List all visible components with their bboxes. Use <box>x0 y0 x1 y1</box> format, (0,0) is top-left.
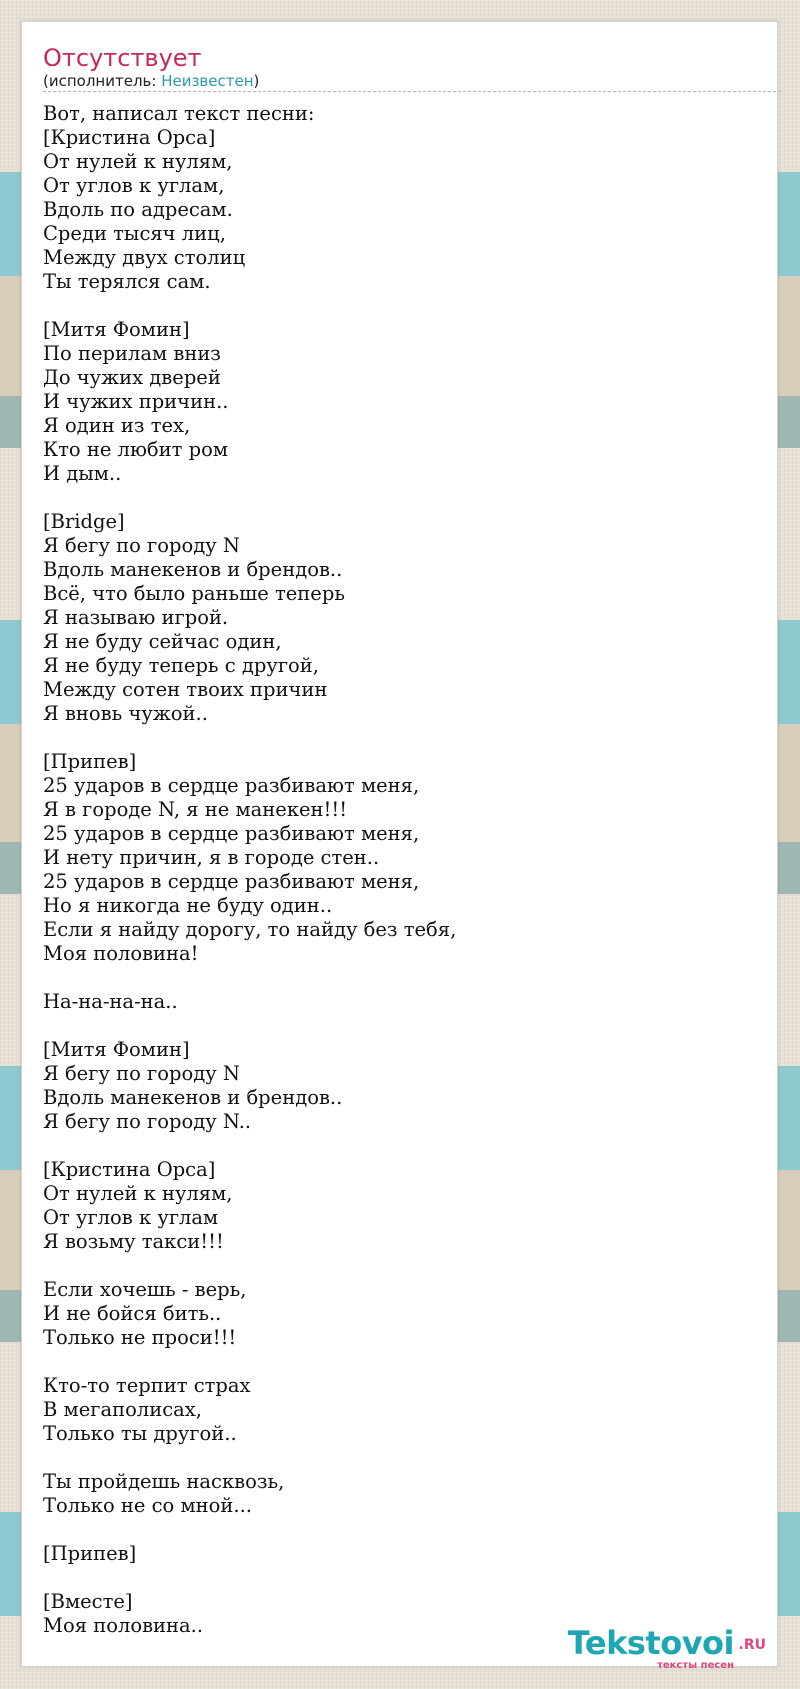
artist-line <box>43 72 259 90</box>
artist-suffix: ) <box>253 72 260 90</box>
song-title: Отсутствует <box>43 44 202 72</box>
logo-tagline: тексты песен <box>657 1660 734 1671</box>
logo-domain: .RU <box>738 1637 766 1653</box>
artist-link[interactable]: Неизвестен <box>161 72 254 90</box>
title-divider <box>43 91 781 92</box>
lyrics-text: Вот, написал текст песни: [Кристина Орса] От нулей к нулям, От углов к углам, Вдоль по адресам. Среди тысяч лиц, Между двух столиц Ты терялся сам. [Митя Фомин] По перилам вниз До чужих дверей И чужих причин.. Я один из тех, Кто не любит ром И дым.. [Bridge] Я бегу по городу N Вдоль манекенов и брендов.. Всё, что было раньше теперь Я называю игрой. Я не буду сейчас один, Я не буду теперь с другой, Между сотен твоих причин Я вновь чужой.. [Припев] 25 ударов в сердце разбивают меня, Я в городе N, я не манекен!!! 25 ударов в сердце разбивают меня, И нету причин, я в городе стен.. 25 ударов в сердце разбивают меня, Но я никогда не буду один.. Если я найду дорогу, то найду без тебя, Моя половина! На-на-на-на.. [Митя Фомин] Я бегу по городу N Вдоль манекенов и брендов.. Я бегу по городу N.. [Кристина Орса] От нулей к нулям, От углов к углам Я возьму такси!!! Если хочешь - верь, И не бойся бить.. Только не проси!!! Кто-то терпит страх В мегаполисах, Только ты другой.. Ты пройдешь насквозь, Только не со мной... [Припев] [Вместе] Моя половина.. <box>43 102 457 1637</box>
site-logo[interactable] <box>567 1624 770 1675</box>
artist-prefix: (исполнитель: <box>43 72 162 90</box>
lyrics-card <box>21 21 778 1671</box>
logo-wordmark: Tekstovoi <box>567 1624 734 1662</box>
